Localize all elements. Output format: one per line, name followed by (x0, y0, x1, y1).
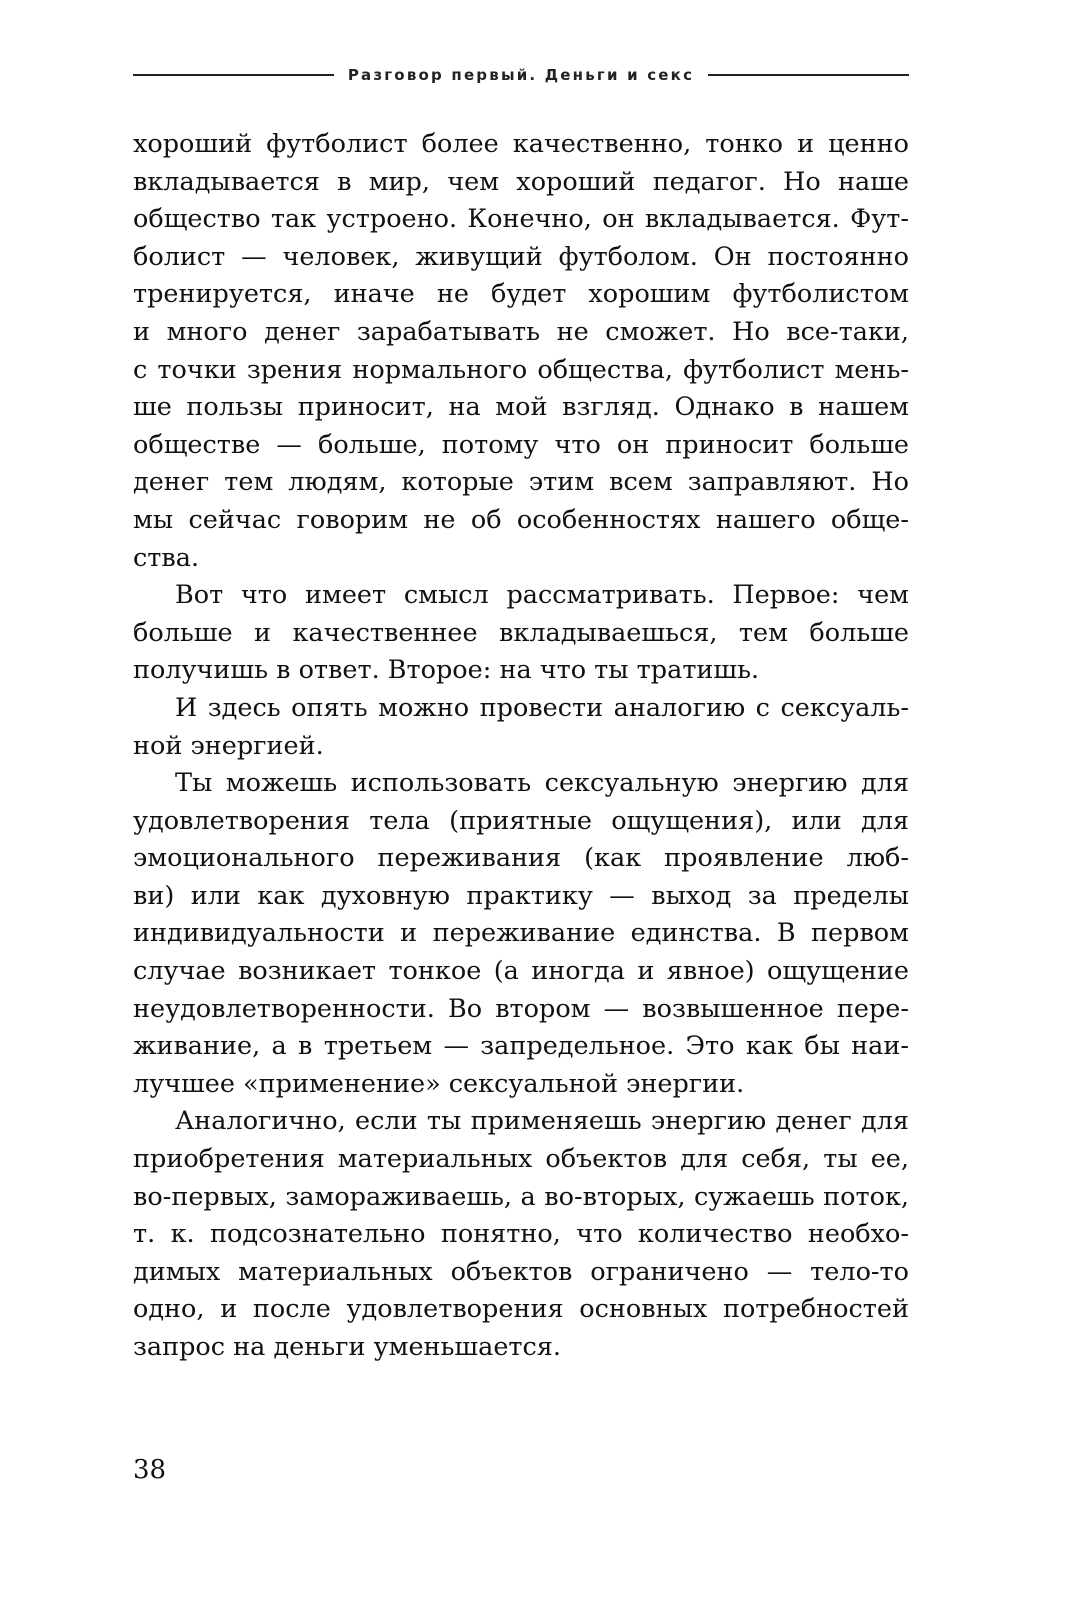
text-line: обществе — больше, потому что он приносит больше (133, 429, 909, 460)
running-head-rule-right (708, 74, 909, 76)
text-line: удовлетворения тела (приятные ощущения), или для (133, 805, 909, 836)
paragraph-2 (133, 577, 909, 690)
page-number: 38 (133, 1455, 167, 1485)
text-line: больше и качественнее вкладываешься, тем больше (133, 617, 909, 648)
text-line: ше пользы приносит, на мой взгляд. Однако в нашем (133, 392, 909, 423)
running-head (133, 60, 909, 90)
text-line: денег тем людям, которые этим всем заправляют. Но (133, 467, 909, 498)
text-line: мы сейчас говорим не об особенностях нашего обще- (133, 504, 909, 535)
text-line: Вот что имеет смысл рассматривать. Первое: чем (175, 580, 909, 611)
paragraph-3 (133, 690, 909, 765)
text-line: ви) или как духовную практику — выход за пределы (133, 880, 909, 911)
text-line: Ты можешь использовать сексуальную энергию для (175, 768, 909, 799)
text-line: живание, а в третьем — запредельное. Это как бы наи- (133, 1031, 909, 1062)
text-line: с точки зрения нормального общества, футболист мень- (133, 354, 909, 385)
running-head-title: Разговор первый. Деньги и секс (347, 66, 695, 84)
text-line: лучшее «применение» сексуальной энергии. (133, 1068, 745, 1099)
paragraph-5 (133, 1103, 909, 1366)
text-line: хороший футболист более качественно, тонко и ценно (133, 129, 909, 159)
text-line: ства. (133, 542, 200, 573)
text-line: неудовлетворенности. Во втором — возвышенное пере- (133, 993, 909, 1024)
text-line: эмоционального переживания (как проявление люб- (133, 843, 909, 874)
text-line: тренируется, иначе не будет хорошим футболистом (133, 279, 909, 310)
text-line: Аналогично, если ты применяешь энергию денег для (175, 1106, 909, 1137)
body-text (133, 126, 909, 1367)
text-line: т. к. подсознательно понятно, что количество необхо- (133, 1219, 909, 1250)
text-line: запрос на деньги уменьшается. (133, 1332, 561, 1362)
text-line: димых материальных объектов ограничено — тело-то (133, 1256, 909, 1287)
text-line: случае возникает тонкое (а иногда и явное) ощущение (133, 956, 909, 987)
text-line: общество так устроено. Конечно, он вкладывается. Фут- (133, 204, 909, 235)
text-line: индивидуальности и переживание единства. В первом (133, 918, 909, 949)
text-line: болист — человек, живущий футболом. Он постоянно (133, 241, 909, 272)
text-line: одно, и после удовлетворения основных потребностей (133, 1294, 909, 1325)
paragraph-4 (133, 765, 909, 1103)
text-line: вкладывается в мир, чем хороший педагог. Но наше (133, 166, 909, 197)
text-line: получишь в ответ. Второе: на что ты тратишь. (133, 655, 760, 686)
text-line: и много денег зарабатывать не сможет. Но все-таки, (133, 316, 909, 347)
paragraph-1 (133, 126, 909, 577)
text-line: приобретения материальных объектов для себя, ты ее, (133, 1144, 909, 1175)
running-head-rule-left (133, 74, 334, 76)
text-line: И здесь опять можно провести аналогию с сексуаль- (175, 692, 909, 723)
text-line: ной энергией. (133, 730, 324, 761)
text-line: во-первых, замораживаешь, а во-вторых, сужаешь поток, (133, 1181, 909, 1212)
